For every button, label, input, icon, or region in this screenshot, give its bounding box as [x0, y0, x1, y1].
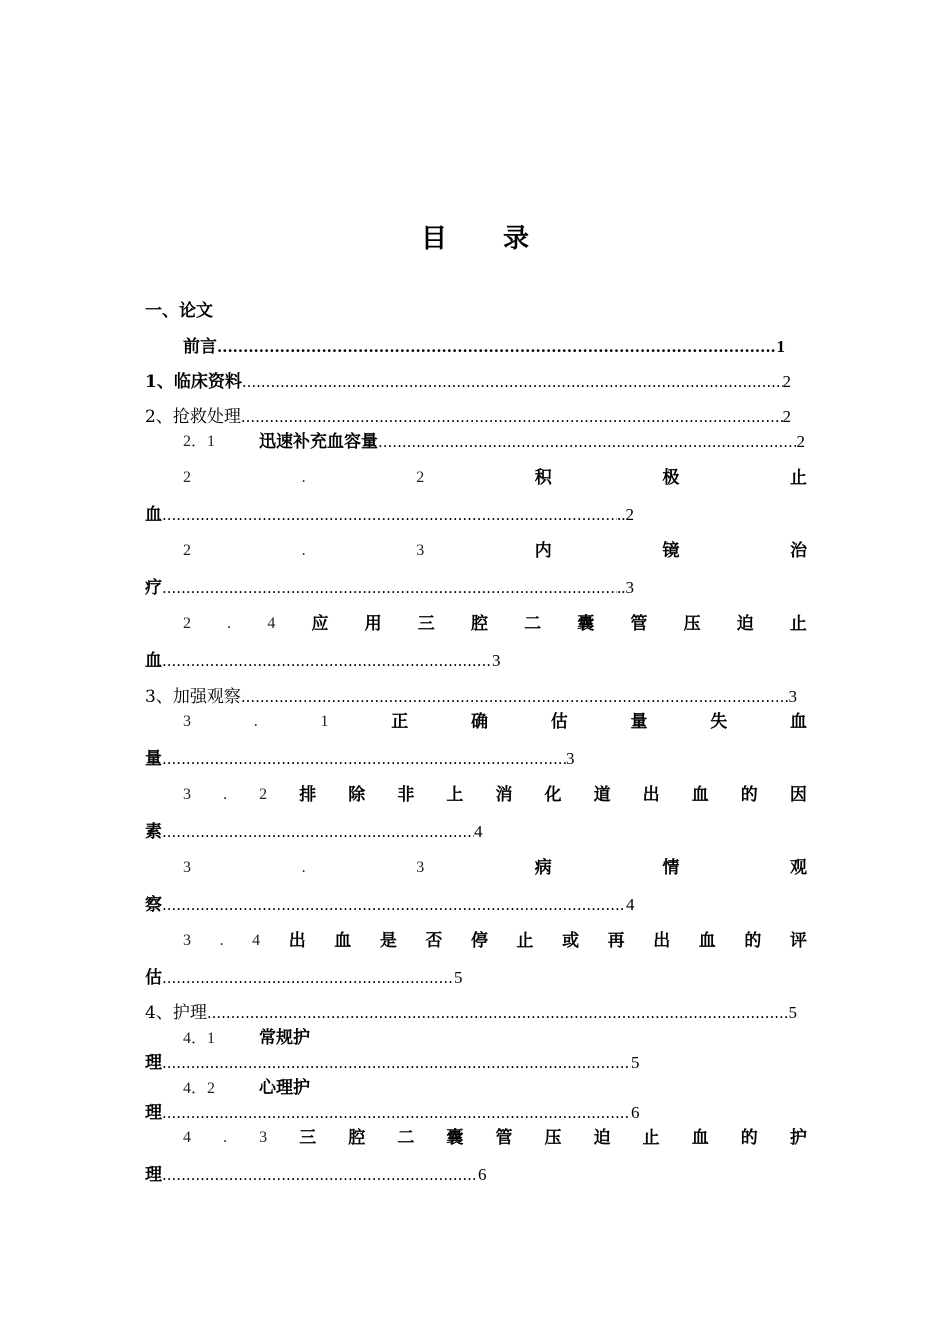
split-char: 量 [630, 712, 648, 732]
split-char: 排 [299, 785, 317, 805]
split-char: 出 [653, 931, 671, 951]
toc-entry[interactable] [183, 431, 805, 453]
toc-entry-continuation[interactable] [145, 650, 807, 672]
split-char: 止 [789, 468, 807, 488]
split-char: . [253, 713, 258, 730]
toc-entry[interactable] [183, 1027, 845, 1050]
split-char: 血 [698, 931, 716, 951]
split-char: 内 [534, 541, 552, 561]
split-char: 囊 [577, 614, 595, 634]
toc-page-number: 1 [776, 337, 785, 356]
split-char: 的 [740, 785, 758, 805]
toc-entry-continuation[interactable] [145, 967, 807, 989]
toc-page-number: 4 [626, 895, 635, 914]
toc-page-number: 2 [796, 432, 805, 451]
toc-entry-number: 4．2 [183, 1080, 216, 1097]
toc-entry-tail: 察 [145, 895, 162, 915]
split-char: 止 [516, 931, 534, 951]
split-char: 3 [416, 859, 425, 876]
toc-entry-label: 3、加强观察 [145, 687, 241, 707]
toc-entry-tail: 理 [145, 1103, 162, 1123]
split-char: 用 [364, 614, 382, 634]
split-char: . [301, 859, 306, 876]
toc-entry-tail: 血 [145, 651, 162, 671]
split-char: 止 [642, 1128, 660, 1148]
toc-entry-continuation[interactable] [145, 577, 807, 599]
toc-page-number: 5 [454, 968, 463, 987]
split-char: 3 [183, 932, 191, 949]
split-char: 的 [740, 1128, 758, 1148]
split-char: 2 [259, 786, 268, 803]
split-char: 观 [789, 858, 807, 878]
toc-page-number: 3 [788, 687, 797, 706]
split-char: 二 [524, 614, 542, 634]
split-char: 镜 [662, 541, 680, 561]
split-char: 应 [311, 614, 329, 634]
split-char: 4 [252, 932, 261, 949]
leader-dots [242, 371, 783, 393]
split-char: 血 [691, 785, 709, 805]
split-char: 治 [789, 541, 807, 561]
toc-entry-label: 2、抢救处理 [145, 407, 241, 427]
split-char: 腔 [348, 1128, 366, 1148]
toc-page-number: 2 [782, 407, 791, 426]
toc-title-char: 目 [420, 224, 447, 254]
toc-entry-number: 2．1 [183, 433, 216, 450]
toc-entry[interactable] [183, 1077, 845, 1100]
split-char: 情 [662, 858, 680, 878]
leader-dots [162, 894, 626, 916]
split-char: 道 [593, 785, 611, 805]
toc-entry-label: 4、护理 [145, 1003, 207, 1023]
toc-page-number: 4 [474, 822, 483, 841]
leader-dots [162, 650, 492, 672]
split-char: 3 [259, 1129, 268, 1146]
toc-entry-continuation[interactable] [145, 748, 807, 770]
section-heading: 一、论文 [145, 301, 213, 321]
toc-entry-label: 前言 [183, 337, 217, 357]
split-char: . [223, 786, 228, 803]
split-char: 是 [379, 931, 397, 951]
split-char: 评 [789, 931, 807, 951]
toc-entry-label: 心理护 [259, 1078, 310, 1098]
toc-entry-justified[interactable] [183, 711, 807, 733]
split-char: 非 [397, 785, 415, 805]
leader-dots [241, 686, 789, 708]
toc-page-number: 5 [631, 1053, 640, 1072]
leader-dots [162, 1164, 478, 1186]
leader-dots [162, 748, 566, 770]
split-char: 护 [789, 1128, 807, 1148]
split-char: 2 [183, 615, 191, 632]
split-char: 3 [183, 786, 191, 803]
split-char: . [301, 469, 306, 486]
split-char: 4 [183, 1129, 191, 1146]
split-char: 出 [642, 785, 660, 805]
toc-entry[interactable] [145, 686, 797, 708]
leader-dots [378, 431, 797, 453]
toc-entry-justified[interactable] [183, 1127, 807, 1149]
split-char: 除 [348, 785, 366, 805]
split-char: 血 [691, 1128, 709, 1148]
toc-entry-continuation[interactable] [145, 1102, 807, 1124]
split-char: 1 [320, 713, 329, 730]
split-char: 出 [288, 931, 306, 951]
split-char: 血 [790, 712, 807, 732]
split-char: 或 [562, 931, 580, 951]
split-char: 2 [183, 469, 191, 486]
split-char: 否 [425, 931, 443, 951]
toc-entry-tail: 素 [145, 822, 162, 842]
toc-page-number: ..2 [617, 505, 634, 524]
toc-entry-number: 4．1 [183, 1030, 216, 1047]
toc-page-number: 6 [631, 1103, 640, 1122]
split-char: 三 [299, 1128, 317, 1148]
split-char: 血 [334, 931, 352, 951]
toc-entry-justified[interactable] [183, 613, 807, 635]
toc-page-number: 5 [788, 1003, 797, 1022]
leader-dots [162, 1052, 631, 1074]
toc-entry-tail: 理 [145, 1165, 162, 1185]
split-char: 4 [267, 615, 276, 632]
toc-entry-continuation[interactable] [145, 821, 807, 843]
toc-entry[interactable] [145, 371, 791, 393]
split-char: 确 [471, 712, 488, 732]
toc-title [0, 218, 950, 255]
split-char: 压 [544, 1128, 562, 1148]
split-char: 2 [183, 542, 191, 559]
toc-entry-justified[interactable] [183, 857, 807, 879]
toc-entry-continuation[interactable] [145, 894, 807, 916]
split-char: 失 [710, 712, 728, 732]
split-char: 管 [495, 1128, 513, 1148]
toc-entry-justified[interactable] [183, 784, 807, 806]
toc-page-number: 6 [478, 1165, 487, 1184]
split-char: 2 [416, 469, 425, 486]
leader-dots [162, 821, 474, 843]
leader-dots [241, 406, 783, 428]
split-char: 管 [630, 614, 648, 634]
toc-entry-justified[interactable] [183, 467, 807, 489]
toc-entry-continuation[interactable] [145, 1164, 807, 1186]
split-char: 三 [417, 614, 435, 634]
toc-page-number: ..3 [617, 578, 634, 597]
split-char: 积 [534, 468, 552, 488]
split-char: 压 [683, 614, 701, 634]
split-char: 3 [183, 859, 191, 876]
toc-entry-continuation[interactable] [145, 1052, 807, 1074]
split-char: 的 [744, 931, 762, 951]
split-char: 二 [397, 1128, 415, 1148]
toc-entry[interactable] [145, 1002, 797, 1024]
split-char: 停 [470, 931, 488, 951]
toc-page-number: 2 [782, 372, 791, 391]
leader-dots [162, 1102, 631, 1124]
toc-entry-label: 迅速补充血容量 [259, 432, 378, 452]
split-char: 上 [446, 785, 464, 805]
toc-page-number: 3 [566, 749, 575, 768]
toc-entry-justified[interactable] [183, 930, 807, 952]
toc-title-char: 录 [503, 224, 530, 254]
toc-page-number: 3 [492, 651, 501, 670]
split-char: 消 [495, 785, 513, 805]
leader-dots [162, 577, 617, 599]
split-char: . [219, 932, 224, 949]
toc-entry-tail: 估 [145, 968, 162, 988]
toc-entry-justified[interactable] [183, 540, 807, 562]
split-char: 止 [789, 614, 807, 634]
split-char: 病 [534, 858, 552, 878]
toc-entry-tail: 量 [145, 749, 162, 769]
toc-entry-tail: 理 [145, 1053, 162, 1073]
toc-entry[interactable] [145, 406, 791, 428]
split-char: 再 [607, 931, 625, 951]
toc-entry-tail: 疗 [145, 578, 162, 598]
split-char: 迫 [593, 1128, 611, 1148]
split-char: 囊 [446, 1128, 464, 1148]
toc-entry-label: 1、临床资料 [145, 372, 242, 392]
leader-dots [162, 967, 454, 989]
leader-dots [207, 1002, 789, 1024]
split-char: . [223, 1129, 228, 1146]
split-char: . [227, 615, 232, 632]
toc-entry-label: 常规护 [259, 1028, 310, 1048]
split-char: 腔 [470, 614, 488, 634]
split-char: 3 [183, 713, 191, 730]
split-char: 3 [416, 542, 425, 559]
toc-entry-preface[interactable] [183, 336, 785, 358]
toc-entry-tail: 血 [145, 505, 162, 525]
split-char: 化 [544, 785, 562, 805]
split-char: . [301, 542, 306, 559]
split-char: 极 [662, 468, 680, 488]
split-char: 估 [550, 712, 568, 732]
split-char: 正 [391, 712, 409, 732]
toc-entry-continuation[interactable] [145, 504, 807, 526]
leader-dots [162, 504, 617, 526]
leader-dots [217, 336, 777, 358]
split-char: 因 [789, 785, 807, 805]
split-char: 迫 [736, 614, 754, 634]
